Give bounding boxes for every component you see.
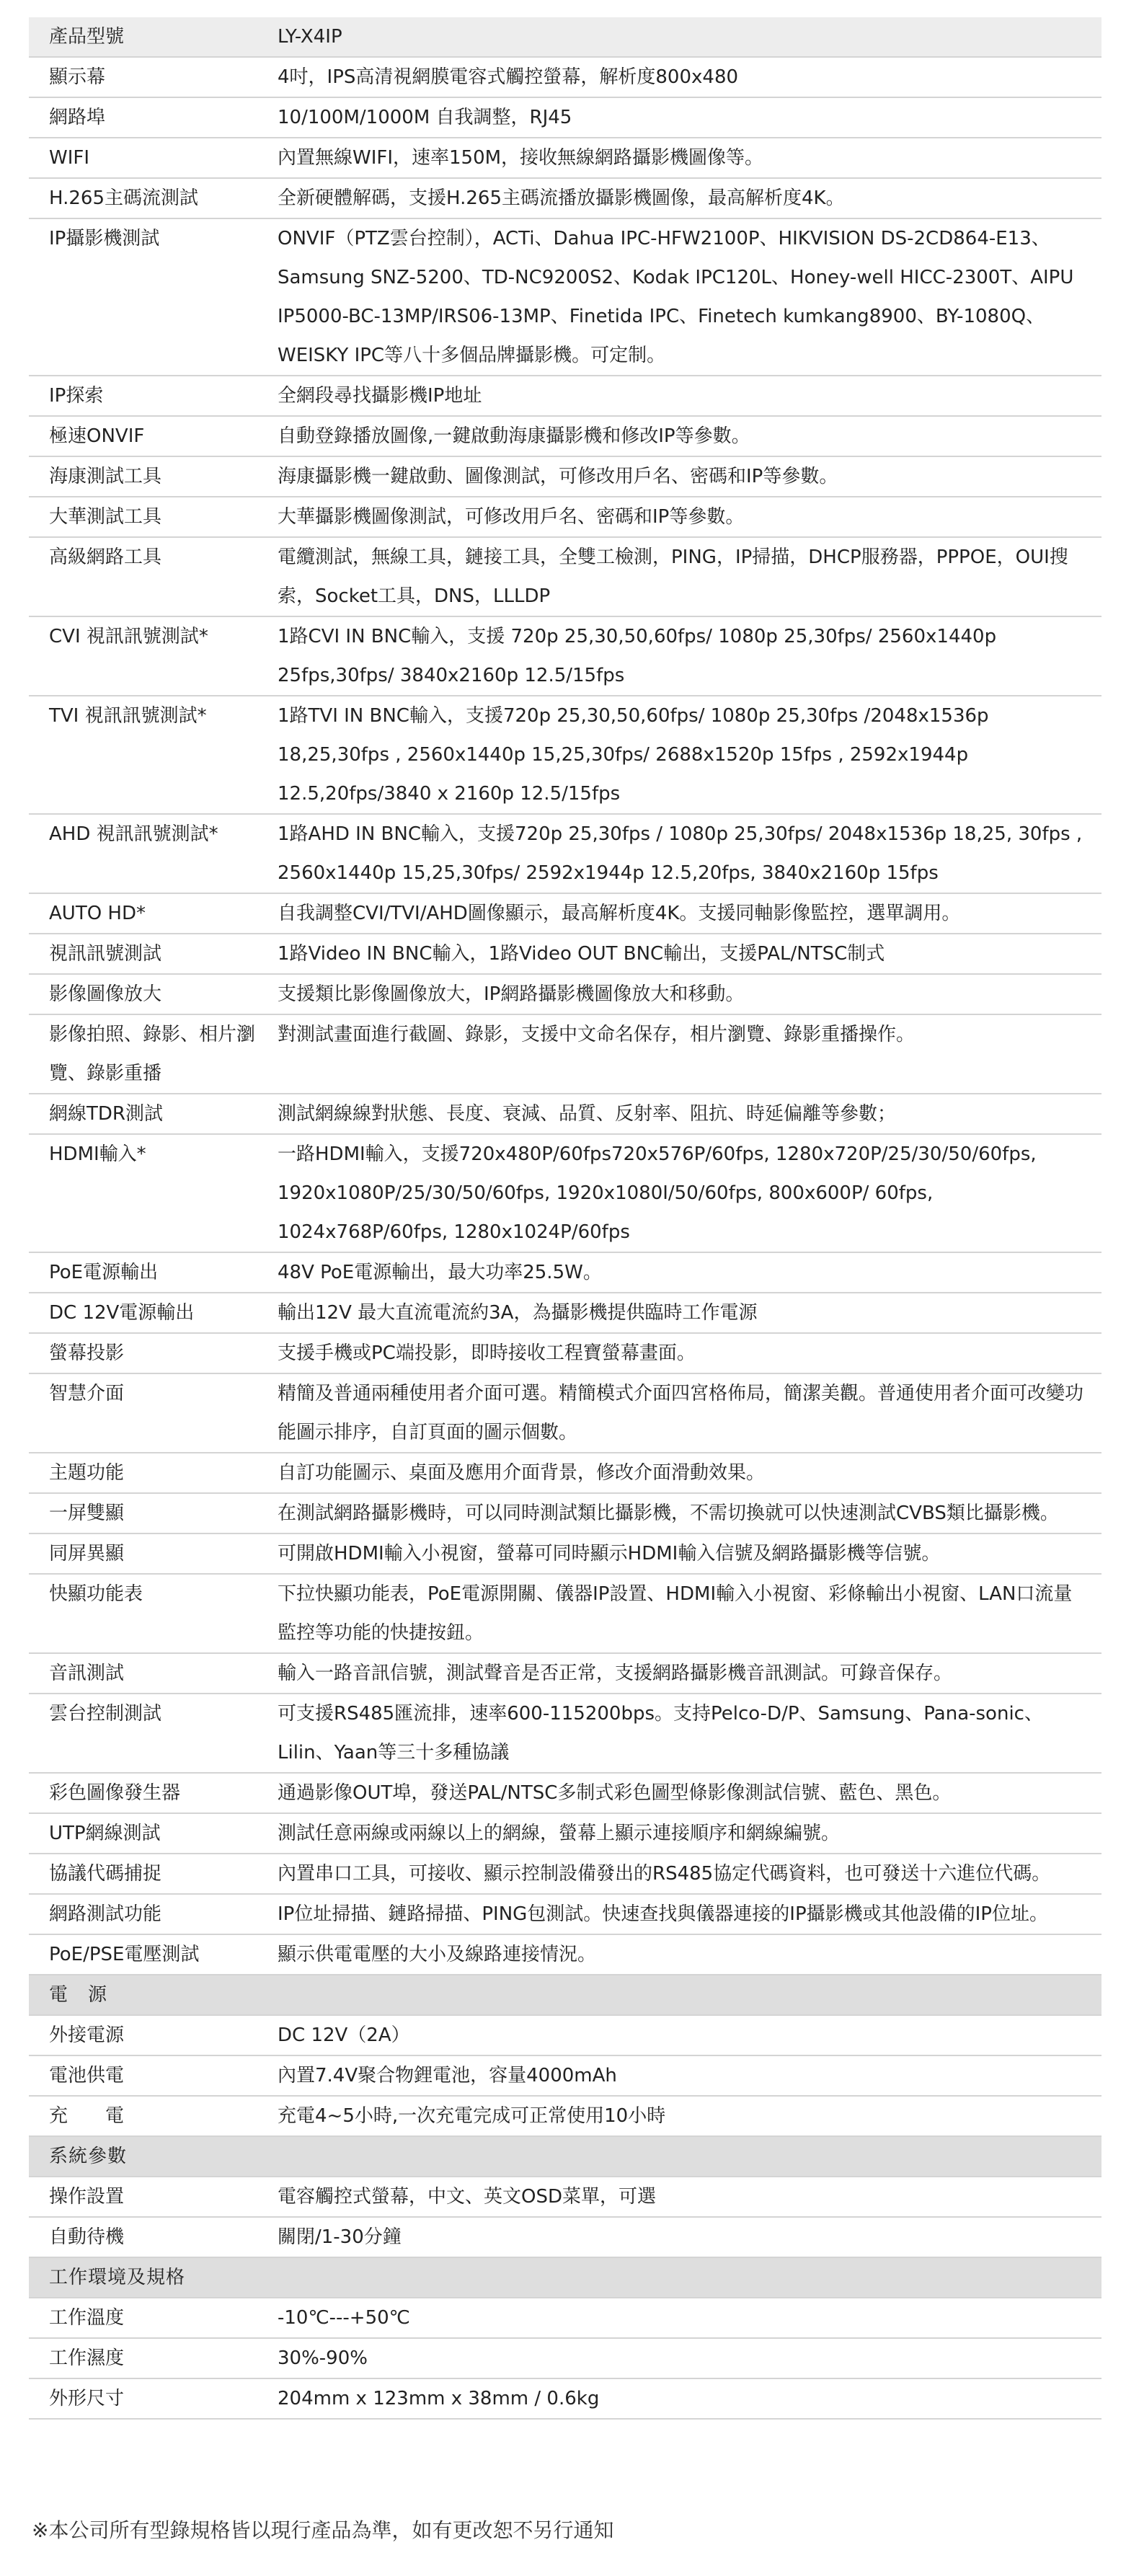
spec-value: -10℃---+50℃ (278, 2307, 410, 2329)
spec-value: ONVIF（PTZ雲台控制），ACTi、Dahua IPC-HFW2100P、HIKVISION DS-2CD864-E13、Samsung SNZ-5200、TD-NC9200S2、Kodak IPC120L、Honey-well HICC-2300T、AIPU IP5000-BC-13MP/IRS06-13MP、Finetida IPC、Finetech kumkang8900、BY-1080Q、WEISKY IPC等八十多個品牌攝影機。可定制。 (278, 228, 1074, 366)
spec-label: H.265主碼流測試 (49, 187, 198, 209)
spec-row (29, 179, 1101, 219)
spec-value: 全新硬體解碼，支援H.265主碼流播放攝影機圖像，最高解析度4K。 (278, 187, 845, 209)
spec-row (29, 58, 1101, 98)
spec-row (29, 894, 1101, 934)
spec-label: 視訊訊號測試 (49, 943, 162, 965)
spec-value: 30%-90% (278, 2347, 368, 2369)
section-title: 電 源 (49, 1984, 108, 2006)
spec-row (29, 1935, 1101, 1975)
spec-row (29, 17, 1101, 58)
section-title: 系統參數 (49, 2146, 128, 2167)
spec-label: 彩色圖像發生器 (49, 1782, 181, 1804)
spec-value: 1路Video IN BNC輸入，1路Video OUT BNC輸出，支援PAL/NTSC制式 (278, 943, 885, 965)
spec-label: 電池供電 (49, 2065, 125, 2086)
spec-label: UTP網線測試 (49, 1823, 161, 1844)
spec-value: 可開啟HDMI輸入小視窗，螢幕可同時顯示HDMI輸入信號及網路攝影機等信號。 (278, 1543, 941, 1564)
spec-value: 大華攝影機圖像測試，可修改用戶名、密碼和IP等參數。 (278, 506, 745, 528)
spec-row (29, 1654, 1101, 1694)
spec-value: 顯示供電電壓的大小及線路連接情況。 (278, 1944, 597, 1965)
spec-row (29, 1453, 1101, 1494)
spec-label: 一屏雙顯 (49, 1502, 125, 1524)
spec-row (29, 1334, 1101, 1374)
spec-value: LY-X4IP (278, 26, 342, 48)
spec-value: IP位址掃描、鏈路掃描、PING包測試。快速查找與儀器連接的IP攝影機或其他設備的IP位址。 (278, 1903, 1048, 1925)
spec-row (29, 2097, 1101, 2137)
section-header (29, 2258, 1101, 2298)
section-header (29, 1975, 1101, 2016)
spec-label: PoE/PSE電壓測試 (49, 1944, 200, 1965)
spec-value: 10/100M/1000M 自我調整，RJ45 (278, 107, 572, 128)
spec-row (29, 1774, 1101, 1814)
spec-row (29, 2218, 1101, 2258)
spec-value: 對測試畫面進行截圖、錄影，支援中文命名保存，相片瀏覽、錄影重播操作。 (278, 1024, 916, 1045)
spec-row (29, 417, 1101, 457)
spec-label: 智慧介面 (49, 1383, 125, 1404)
spec-row (29, 1895, 1101, 1935)
spec-row (29, 2056, 1101, 2097)
spec-row (29, 1534, 1101, 1575)
spec-value: 充電4~5小時,一次充電完成可正常使用10小時 (278, 2105, 666, 2127)
spec-value: 輸出12V 最大直流電流約3A，為攝影機提供臨時工作電源 (278, 1302, 758, 1324)
spec-row (29, 1094, 1101, 1135)
spec-value (278, 1975, 1101, 2014)
spec-label: 影像拍照、錄影、相片瀏覽、錄影重播 (49, 1024, 256, 1084)
spec-row (29, 934, 1101, 975)
spec-label: 影像圖像放大 (49, 983, 162, 1005)
spec-label: 快顯功能表 (49, 1583, 143, 1605)
spec-value: 下拉快顯功能表，PoE電源開關、儀器IP設置、HDMI輸入小視窗、彩條輸出小視窗、LAN口流量監控等功能的快捷按鈕。 (278, 1583, 1073, 1644)
spec-row (29, 376, 1101, 417)
spec-value: 通過影像OUT埠，發送PAL/NTSC多制式彩色圖型條影像測試信號、藍色、黑色。 (278, 1782, 952, 1804)
spec-label: AUTO HD* (49, 903, 146, 924)
spec-value (278, 2137, 1101, 2176)
spec-label: IP探索 (49, 385, 104, 407)
spec-row (29, 1814, 1101, 1854)
spec-value: 精簡及普通兩種使用者介面可選。精簡模式介面四宮格佈局，簡潔美觀。普通使用者介面可改變功能圖示排序，自訂頁面的圖示個數。 (278, 1383, 1084, 1443)
spec-row (29, 538, 1101, 617)
spec-value: 測試網線線對狀態、長度、衰減、品質、反射率、阻抗、時延偏離等參數； (278, 1103, 897, 1125)
spec-label: 網路埠 (49, 107, 106, 128)
spec-label: 極速ONVIF (49, 425, 145, 447)
spec-label: PoE電源輸出 (49, 1262, 159, 1283)
spec-label: 同屏異顯 (49, 1543, 125, 1564)
spec-label: WIFI (49, 147, 89, 169)
spec-row (29, 1015, 1101, 1094)
spec-value: 一路HDMI輸入，支援720x480P/60fps720x576P/60fps, 1280x720P/25/30/50/60fps, 1920x1080P/25/30/50/60fps, 1920x1080I/50/60fps, 800x600P/ 60fps, 1024x768P/60fps, 1280x1024P/60fps (278, 1143, 1037, 1243)
spec-value: 內置7.4V聚合物鋰電池，容量4000mAh (278, 2065, 617, 2086)
spec-table (29, 17, 1101, 2420)
spec-row (29, 1293, 1101, 1334)
spec-label: HDMI輸入* (49, 1143, 146, 1165)
spec-row (29, 219, 1101, 376)
spec-row (29, 1854, 1101, 1895)
spec-value: 4吋，IPS高清視網膜電容式觸控螢幕，解析度800x480 (278, 66, 739, 88)
spec-value: 自動登錄播放圖像,一鍵啟動海康攝影機和修改IP等參數。 (278, 425, 750, 447)
spec-row (29, 1135, 1101, 1253)
spec-value: DC 12V（2A） (278, 2024, 410, 2046)
spec-label: 工作濕度 (49, 2347, 125, 2369)
spec-value: 測試任意兩線或兩線以上的網線，螢幕上顯示連接順序和網線編號。 (278, 1823, 841, 1844)
spec-label: 充 電 (49, 2105, 125, 2127)
spec-value: 內置無線WIFI，速率150M，接收無線網路攝影機圖像等。 (278, 147, 764, 169)
spec-label: 產品型號 (49, 26, 125, 48)
spec-label: IP攝影機測試 (49, 228, 160, 249)
spec-value: 全網段尋找攝影機IP地址 (278, 385, 482, 407)
spec-row (29, 1374, 1101, 1453)
spec-row (29, 1494, 1101, 1534)
footnote: ※本公司所有型錄規格皆以現行產品為準，如有更改恕不另行通知 (32, 2518, 614, 2542)
spec-value: 自我調整CVI/TVI/AHD圖像顯示，最高解析度4K。支援同軸影像監控，選單調用。 (278, 903, 961, 924)
section-title: 工作環境及規格 (49, 2267, 186, 2288)
spec-row (29, 2379, 1101, 2420)
spec-value: 在測試網路攝影機時，可以同時測試類比攝影機，不需切換就可以快速測試CVBS類比攝影機。 (278, 1502, 1059, 1524)
spec-value (278, 2258, 1101, 2297)
spec-value: 內置串口工具，可接收、顯示控制設備發出的RS485協定代碼資料，也可發送十六進位代碼。 (278, 1863, 1051, 1885)
spec-label: TVI 視訊訊號測試* (49, 705, 207, 727)
spec-value: 支援類比影像圖像放大，IP網路攝影機圖像放大和移動。 (278, 983, 745, 1005)
spec-row (29, 975, 1101, 1015)
spec-label: 音訊測試 (49, 1663, 125, 1684)
spec-value: 1路TVI IN BNC輸入，支援720p 25,30,50,60fps/ 1080p 25,30fps /2048x1536p 18,25,30fps , 2560x1440p 15,25,30fps/ 2688x1520p 15fps , 2592x1944p 12.5,20fps/3840 x 2160p 12.5/15fps (278, 705, 989, 805)
spec-row (29, 617, 1101, 696)
spec-value: 關閉/1-30分鐘 (278, 2226, 402, 2248)
spec-row (29, 1253, 1101, 1293)
spec-label: 螢幕投影 (49, 1342, 125, 1364)
spec-row (29, 696, 1101, 815)
spec-row (29, 2339, 1101, 2379)
spec-value: 1路AHD IN BNC輸入，支援720p 25,30fps / 1080p 25,30fps/ 2048x1536p 18,25, 30fps , 2560x1440p 15,25,30fps/ 2592x1944p 12.5,20fps, 3840x2160p 15fps (278, 823, 1083, 884)
spec-label: 主題功能 (49, 1462, 125, 1484)
spec-value: 海康攝影機一鍵啟動、圖像測試，可修改用戶名、密碼和IP等參數。 (278, 466, 838, 487)
spec-row (29, 2016, 1101, 2056)
spec-value: 電纜測試，無線工具，鏈接工具，全雙工檢測，PING，IP掃描，DHCP服務器，PPPOE，OUI搜索，Socket工具，DNS，LLLDP (278, 546, 1068, 607)
spec-label: 大華測試工具 (49, 506, 162, 528)
section-header (29, 2137, 1101, 2177)
spec-row (29, 497, 1101, 538)
spec-row (29, 815, 1101, 894)
spec-label: 雲台控制測試 (49, 1703, 162, 1725)
spec-value: 可支援RS485匯流排，速率600-115200bps。支持Pelco-D/P、Samsung、Pana-sonic、Lilin、Yaan等三十多種協議 (278, 1703, 1043, 1763)
spec-label: 網線TDR測試 (49, 1103, 163, 1125)
spec-label: 高級網路工具 (49, 546, 162, 568)
spec-row (29, 1694, 1101, 1774)
spec-label: AHD 視訊訊號測試* (49, 823, 218, 845)
spec-label: 工作溫度 (49, 2307, 125, 2329)
spec-label: 外形尺寸 (49, 2388, 125, 2409)
spec-row (29, 2298, 1101, 2339)
spec-value: 電容觸控式螢幕，中文、英文OSD菜單，可選 (278, 2186, 656, 2208)
spec-label: 顯示幕 (49, 66, 106, 88)
spec-value: 支援手機或PC端投影，即時接收工程寶螢幕畫面。 (278, 1342, 696, 1364)
spec-row (29, 2177, 1101, 2218)
spec-label: 外接電源 (49, 2024, 125, 2046)
spec-row (29, 1575, 1101, 1654)
spec-value: 自訂功能圖示、桌面及應用介面背景，修改介面滑動效果。 (278, 1462, 766, 1484)
spec-label: 自動待機 (49, 2226, 125, 2248)
spec-row (29, 98, 1101, 138)
spec-label: 操作設置 (49, 2186, 125, 2208)
spec-value: 48V PoE電源輸出，最大功率25.5W。 (278, 1262, 602, 1283)
spec-label: 協議代碼捕捉 (49, 1863, 162, 1885)
spec-row (29, 457, 1101, 497)
spec-label: DC 12V電源輸出 (49, 1302, 195, 1324)
spec-value: 1路CVI IN BNC輸入，支援 720p 25,30,50,60fps/ 1080p 25,30fps/ 2560x1440p 25fps,30fps/ 3840x2160p 12.5/15fps (278, 626, 997, 686)
spec-row (29, 138, 1101, 179)
spec-label: CVI 視訊訊號測試* (49, 626, 208, 647)
spec-label: 海康測試工具 (49, 466, 162, 487)
spec-value: 204mm x 123mm x 38mm / 0.6kg (278, 2388, 600, 2409)
spec-value: 輸入一路音訊信號，測試聲音是否正常，支援網路攝影機音訊測試。可錄音保存。 (278, 1663, 953, 1684)
spec-label: 網路測試功能 (49, 1903, 162, 1925)
